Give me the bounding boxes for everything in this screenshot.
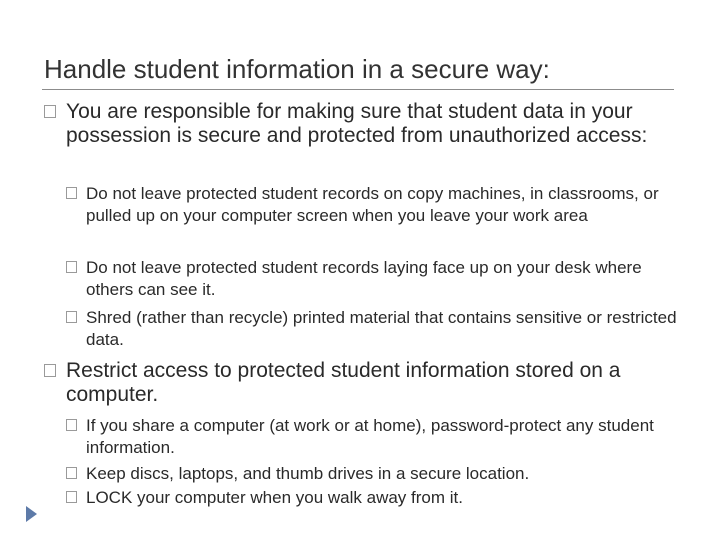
subbullet-1-1-text: Do not leave protected student records on copy machines, in classrooms, or pulled up on your computer screen when you leave your work area [86,184,659,225]
subbullet-2-2 [66,463,690,485]
subbullet-2-2-text: Keep discs, laptops, and thumb drives in a secure location. [86,464,530,483]
bullet-box-icon [44,364,56,377]
bullet-2 [44,359,684,407]
subbullet-2-3 [66,487,690,509]
bullet-1 [44,100,684,148]
bullet-box-icon [66,491,77,503]
bullet-box-icon [44,105,56,118]
bullet-box-icon [66,467,77,479]
subbullet-1-3 [66,307,690,351]
subbullet-1-3-text: Shred (rather than recycle) printed material that contains sensitive or restricted data. [86,308,677,349]
bullet-1-text: You are responsible for making sure that student data in your possession is secure and protected from unauthorized access: [66,100,648,147]
bullet-2-text: Restrict access to protected student information stored on a computer. [66,359,621,406]
subbullet-2-1 [66,415,690,459]
subbullet-2-3-text: LOCK your computer when you walk away from it. [86,488,463,507]
subbullet-2-1-text: If you share a computer (at work or at home), password-protect any student information. [86,416,654,457]
bullet-box-icon [66,311,77,323]
subbullet-1-1 [66,183,690,227]
title-underline [42,89,674,90]
subbullet-1-2 [66,257,690,301]
bullet-box-icon [66,187,77,199]
bullet-box-icon [66,419,77,431]
slide-title: Handle student information in a secure way: [44,54,550,84]
bullet-box-icon [66,261,77,273]
subbullet-1-2-text: Do not leave protected student records laying face up on your desk where others can see it. [86,258,642,299]
next-slide-arrow-icon[interactable] [26,506,37,522]
